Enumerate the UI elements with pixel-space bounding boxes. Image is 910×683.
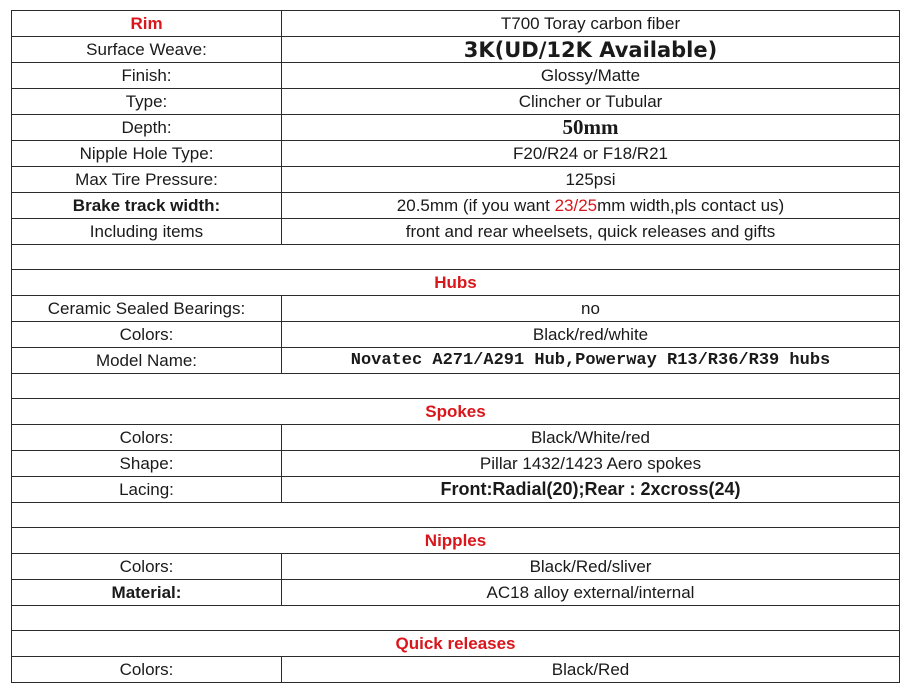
spec-table: [11, 10, 900, 683]
spacer-row: [12, 503, 900, 528]
ceramic-bearings-value: no: [282, 296, 900, 322]
hubs-header-row: [12, 270, 900, 296]
table-row: [12, 89, 900, 115]
table-row: [12, 322, 900, 348]
table-row: [12, 193, 900, 219]
including-items-label: Including items: [12, 219, 282, 245]
table-row: [12, 219, 900, 245]
max-tire-pressure-value: 125psi: [282, 167, 900, 193]
table-row: [12, 554, 900, 580]
table-row: [12, 141, 900, 167]
hubs-header: Hubs: [12, 270, 900, 296]
lacing-value: Front:Radial(20);Rear : 2xcross(24): [282, 477, 900, 503]
quick-releases-header-row: [12, 631, 900, 657]
table-row: [12, 348, 900, 374]
nipple-hole-type-value: F20/R24 or F18/R21: [282, 141, 900, 167]
spacer-row: [12, 374, 900, 399]
qr-colors-label: Colors:: [12, 657, 282, 683]
table-row: [12, 63, 900, 89]
brake-value-after: mm width,pls contact us): [597, 195, 785, 215]
table-row: [12, 580, 900, 606]
including-items-value: front and rear wheelsets, quick releases and gifts: [282, 219, 900, 245]
brake-track-width-label: Brake track width:: [12, 193, 282, 219]
finish-label: Finish:: [12, 63, 282, 89]
spacer-row: [12, 606, 900, 631]
qr-colors-value: Black/Red: [282, 657, 900, 683]
spokes-header: Spokes: [12, 399, 900, 425]
table-row: [12, 296, 900, 322]
rim-header: Rim: [12, 11, 282, 37]
nipples-header-row: [12, 528, 900, 554]
table-row: [12, 167, 900, 193]
ceramic-bearings-label: Ceramic Sealed Bearings:: [12, 296, 282, 322]
spoke-colors-label: Colors:: [12, 425, 282, 451]
table-row: [12, 425, 900, 451]
spokes-header-row: [12, 399, 900, 425]
table-row: [12, 477, 900, 503]
finish-value: Glossy/Matte: [282, 63, 900, 89]
model-name-value: Novatec A271/A291 Hub,Powerway R13/R36/R39 hubs: [282, 348, 900, 374]
nipple-hole-type-label: Nipple Hole Type:: [12, 141, 282, 167]
model-name-label: Model Name:: [12, 348, 282, 374]
max-tire-pressure-label: Max Tire Pressure:: [12, 167, 282, 193]
quick-releases-header: Quick releases: [12, 631, 900, 657]
nipple-material-value: AC18 alloy external/internal: [282, 580, 900, 606]
lacing-label: Lacing:: [12, 477, 282, 503]
rim-material-value: T700 Toray carbon fiber: [282, 11, 900, 37]
type-label: Type:: [12, 89, 282, 115]
table-row: [12, 37, 900, 63]
nipples-header: Nipples: [12, 528, 900, 554]
type-value: Clincher or Tubular: [282, 89, 900, 115]
rim-header-row: [12, 11, 900, 37]
brake-value-before: 20.5mm (if you want: [396, 195, 555, 215]
hub-colors-label: Colors:: [12, 322, 282, 348]
brake-track-width-value: [282, 193, 900, 219]
table-row: [12, 451, 900, 477]
nipple-material-label: Material:: [12, 580, 282, 606]
brake-value-highlight: 23/25: [554, 195, 598, 215]
nipple-colors-label: Colors:: [12, 554, 282, 580]
spacer-row: [12, 245, 900, 270]
spoke-shape-label: Shape:: [12, 451, 282, 477]
table-row: [12, 115, 900, 141]
surface-weave-value: 3K(UD/12K Available): [282, 37, 900, 63]
table-row: [12, 657, 900, 683]
spoke-colors-value: Black/White/red: [282, 425, 900, 451]
depth-label: Depth:: [12, 115, 282, 141]
surface-weave-label: Surface Weave:: [12, 37, 282, 63]
depth-value: 50mm: [282, 115, 900, 141]
nipple-colors-value: Black/Red/sliver: [282, 554, 900, 580]
hub-colors-value: Black/red/white: [282, 322, 900, 348]
spoke-shape-value: Pillar 1432/1423 Aero spokes: [282, 451, 900, 477]
